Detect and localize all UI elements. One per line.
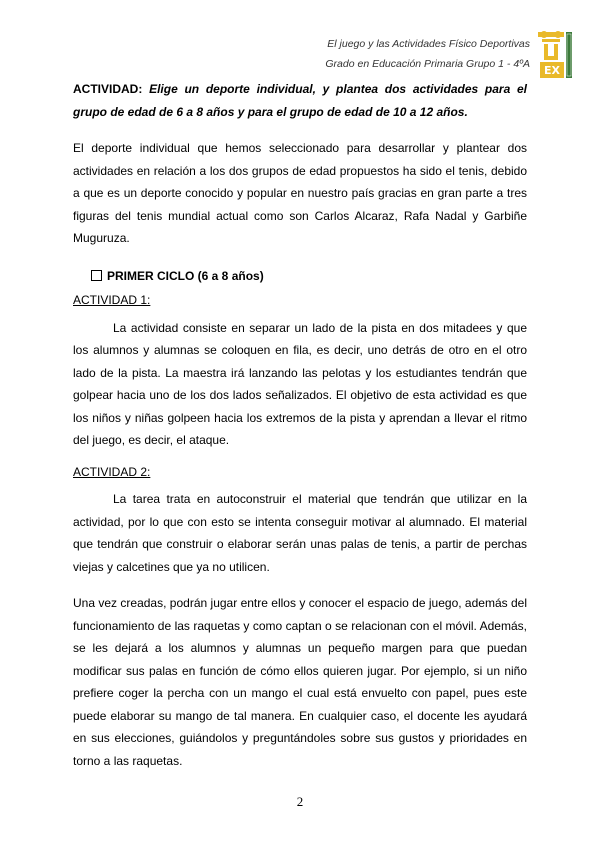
activity-statement — [73, 78, 527, 123]
header-course: El juego y las Actividades Físico Deportivas — [327, 38, 530, 50]
svg-text:EX: EX — [544, 64, 560, 77]
activity-2-heading: ACTIVIDAD 2: — [73, 464, 151, 479]
activity-2-paragraph-2: Una vez creadas, podrán jugar entre ellos y conocer el espacio de juego, además del funcionamiento de las raquetas y como captan o se relacionan con el móvil. Además, se les dejará a los alumnos y alumnas un pequeño margen para que puedan modificar sus palas en función de cómo ellos quieren jugar. Por ejemplo, si un niño prefiere coger la percha con un mango el cual está envuelto con papel, pues este puede elaborar su mango de tal manera. En cualquier caso, el docente les ayudará en sus elecciones, guiándolos y preguntándoles sobre sus gustos y prioridades en torno a las raquetas. — [73, 596, 527, 768]
page-number: 2 — [296, 794, 304, 809]
intro-paragraph: El deporte individual que hemos seleccionado para desarrollar y plantear dos actividades en relación a los dos grupos de edad propuestos ha sido el tenis, debido a que es un deporte conocido y popular en nuestro país gracias en gran parte a tres figuras del tenis mundial actual como son Carlos Alcaraz, Rafa Nadal y Garbiñe Muguruza. — [73, 141, 527, 245]
activity-1-paragraph: La actividad consiste en separar un lado de la pista en dos mitadees y que los alumnos y alumnas se coloquen en fila, es decir, uno detrás de otro en el otro lado de la pista. La maestra irá lanzando las pelotas y los estudiantes tendrán que golpear hacia uno de los dos lados señalizados. El objetivo de esta actividad es que los niños y niñas golpeen hacia los extremos de la pista y aprendan a llevar el ritmo del juego, es decir, el ataque. — [73, 320, 527, 447]
activity-prompt: Elige un deporte individual, y plantea dos actividades para el grupo de edad de 6 a 8 años y para el grupo de edad de 10 a 12 años. — [73, 82, 527, 119]
page-header — [325, 34, 530, 74]
cycle-heading — [73, 265, 527, 288]
activity-1-heading: ACTIVIDAD 1: — [73, 293, 151, 307]
cycle-title: PRIMER CICLO (6 a 8 años) — [107, 268, 264, 283]
document-body — [73, 78, 527, 772]
university-logo — [536, 30, 576, 80]
activity-label: ACTIVIDAD: — [73, 82, 143, 96]
activity-2-paragraph: La tarea trata en autoconstruir el material que tendrán que utilizar en la actividad, por lo que con esto se intenta conseguir motivar al alumnado. El material que tendrán que construir o elaborar serán unas palas de tenis, a partir de perchas viejas y calcetines que ya no utilicen. — [73, 492, 527, 574]
checkbox-icon — [91, 270, 102, 281]
header-degree: Grado en Educación Primaria Grupo 1 - 4ºA — [325, 58, 530, 70]
